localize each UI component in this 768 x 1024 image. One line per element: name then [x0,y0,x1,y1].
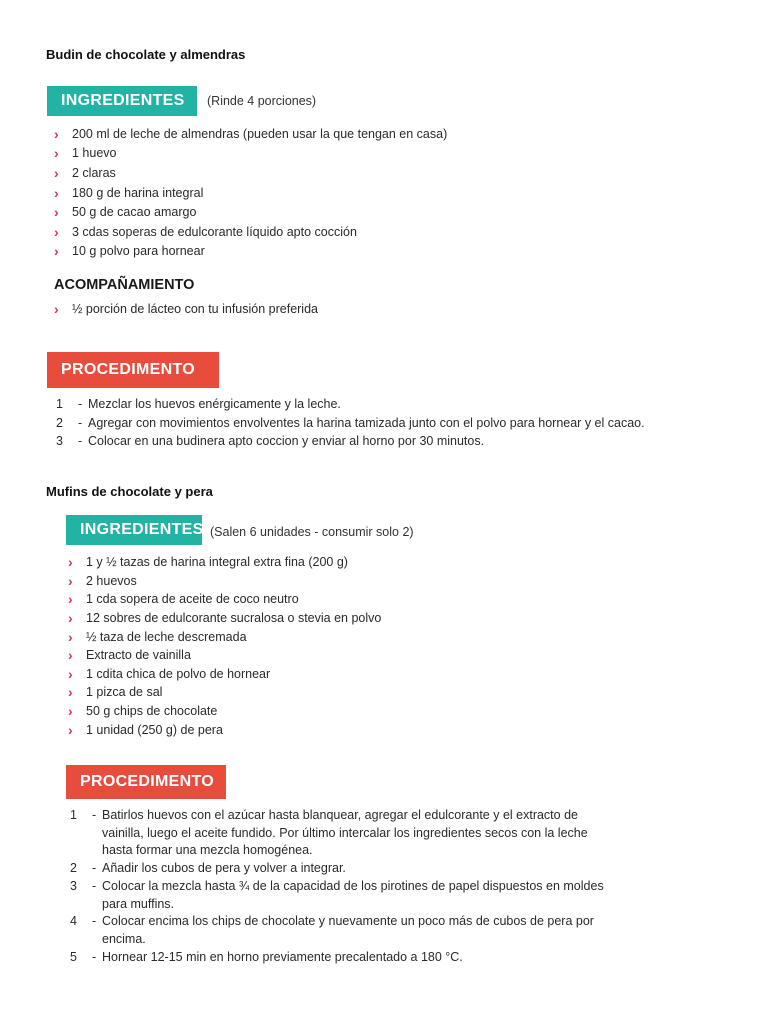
list-item [68,665,381,684]
chevron-right-icon: › [68,591,73,608]
step-item [56,395,676,414]
accompaniment-heading: ACOMPAÑAMIENTO [54,277,195,293]
list-item [68,572,381,591]
step-number: 1 [56,397,63,411]
step-number: 2 [70,861,77,876]
step-text: Añadir los cubos de pera y volver a integrar. [102,861,346,876]
list-item-text: 50 g chips de chocolate [86,704,218,719]
step-text: Agregar con movimientos envolventes la harina tamizada junto con el polvo para hornear y el cacao. [88,415,645,430]
list-item [68,553,381,572]
list-item [68,627,381,646]
step-text: Colocar la mezcla hasta ¾ de la capacidad de los pirotines de papel dispuestos en moldes para muffins. [102,878,604,911]
step-number: 5 [70,949,77,964]
accompaniment-list [54,299,318,318]
list-item [68,683,381,702]
step-number: 2 [56,415,63,430]
list-item-text: Extracto de vainilla [86,648,191,663]
list-item-text: 3 cdas soperas de edulcorante líquido apto cocción [72,224,357,239]
list-item [54,202,447,222]
list-item-text: ½ taza de leche descremada [86,629,247,644]
chevron-right-icon: › [54,243,59,260]
step-item [70,949,610,967]
chevron-right-icon: › [68,665,73,682]
list-item-text: 2 claras [72,165,116,180]
chevron-right-icon: › [68,628,73,645]
procedure-steps [70,807,610,966]
list-item-text: 12 sobres de edulcorante sucralosa o stevia en polvo [86,611,382,626]
chevron-right-icon: › [68,554,73,571]
chevron-right-icon: › [54,184,59,201]
list-item-text: 2 huevos [86,573,137,588]
step-number: 1 [70,808,77,822]
chevron-right-icon: › [54,145,59,162]
ingredients-note: (Salen 6 unidades - consumir solo 2) [210,525,414,539]
step-text: Hornear 12-15 min en horno previamente precalentado a 180 °C. [102,949,463,964]
chevron-right-icon: › [54,223,59,240]
procedure-label: PROCEDIMENTO [80,773,214,790]
recipe-title: Mufins de chocolate y pera [46,484,213,499]
recipe-title: Budin de chocolate y almendras [46,47,246,62]
step-number: 3 [70,878,77,893]
step-dash: - [78,397,83,411]
list-item-text: 10 g polvo para hornear [72,244,205,259]
list-item [54,144,447,164]
step-number: 4 [70,914,77,929]
ingredients-list [54,124,447,261]
procedure-steps [56,395,676,451]
step-item [56,414,676,433]
chevron-right-icon: › [68,721,73,738]
list-item [68,590,381,609]
list-item-text: 1 cdita chica de polvo de hornear [86,666,271,681]
list-item-text: 1 pizca de sal [86,685,163,700]
list-item-text: 1 cda sopera de aceite de coco neutro [86,592,299,607]
step-dash: - [92,914,97,929]
chevron-right-icon: › [68,647,73,664]
procedure-banner [47,352,219,388]
step-text: Mezclar los huevos enérgicamente y la leche. [88,397,341,411]
chevron-right-icon: › [68,684,73,701]
ingredients-banner [66,515,202,545]
list-item [54,299,318,318]
list-item [54,242,447,262]
step-item [70,807,610,860]
procedure-label: PROCEDIMENTO [61,361,195,378]
step-text: Batirlos huevos con el azúcar hasta blanquear, agregar el edulcorante y el extracto de vainilla, luego el aceite fundido. Por último intercalar los ingredientes secos con la leche hasta formar una mezcla homogénea. [102,808,588,858]
step-dash: - [92,808,97,822]
step-dash: - [92,878,97,893]
step-dash: - [92,949,97,964]
list-item-text: 1 y ½ tazas de harina integral extra fina (200 g) [86,555,348,570]
list-item [54,183,447,203]
list-item [54,163,447,183]
list-item [54,124,447,144]
list-item-text: 200 ml de leche de almendras (pueden usar la que tengan en casa) [72,126,448,141]
chevron-right-icon: › [68,703,73,720]
step-dash: - [78,415,83,430]
list-item-text: 1 huevo [72,146,117,161]
step-number: 3 [56,434,63,448]
chevron-right-icon: › [54,164,59,181]
list-item [68,609,381,628]
chevron-right-icon: › [54,204,59,221]
list-item [54,222,447,242]
list-item [68,646,381,665]
step-item [70,878,610,913]
step-item [70,860,610,878]
ingredients-note: (Rinde 4 porciones) [207,94,317,108]
chevron-right-icon: › [54,125,59,142]
list-item-text: 1 unidad (250 g) de pera [86,722,223,737]
list-item-text: 50 g de cacao amargo [72,205,197,220]
list-item-text: ½ porción de lácteo con tu infusión preferida [72,301,318,316]
step-item [56,432,676,451]
list-item [68,702,381,721]
list-item-text: 180 g de harina integral [72,185,204,200]
step-item [70,913,610,948]
chevron-right-icon: › [68,572,73,589]
step-text: Colocar en una budinera apto coccion y enviar al horno por 30 minutos. [88,434,485,448]
ingredients-banner [47,86,197,116]
ingredients-label: INGREDIENTES [61,92,185,109]
list-item [68,720,381,739]
ingredients-list [68,553,381,739]
step-dash: - [92,861,97,876]
step-dash: - [78,434,83,448]
chevron-right-icon: › [54,300,59,317]
step-text: Colocar encima los chips de chocolate y nuevamente un poco más de cubos de pera por encima. [102,914,594,946]
chevron-right-icon: › [68,610,73,627]
procedure-banner [66,765,226,799]
ingredients-label: INGREDIENTES [80,521,204,538]
